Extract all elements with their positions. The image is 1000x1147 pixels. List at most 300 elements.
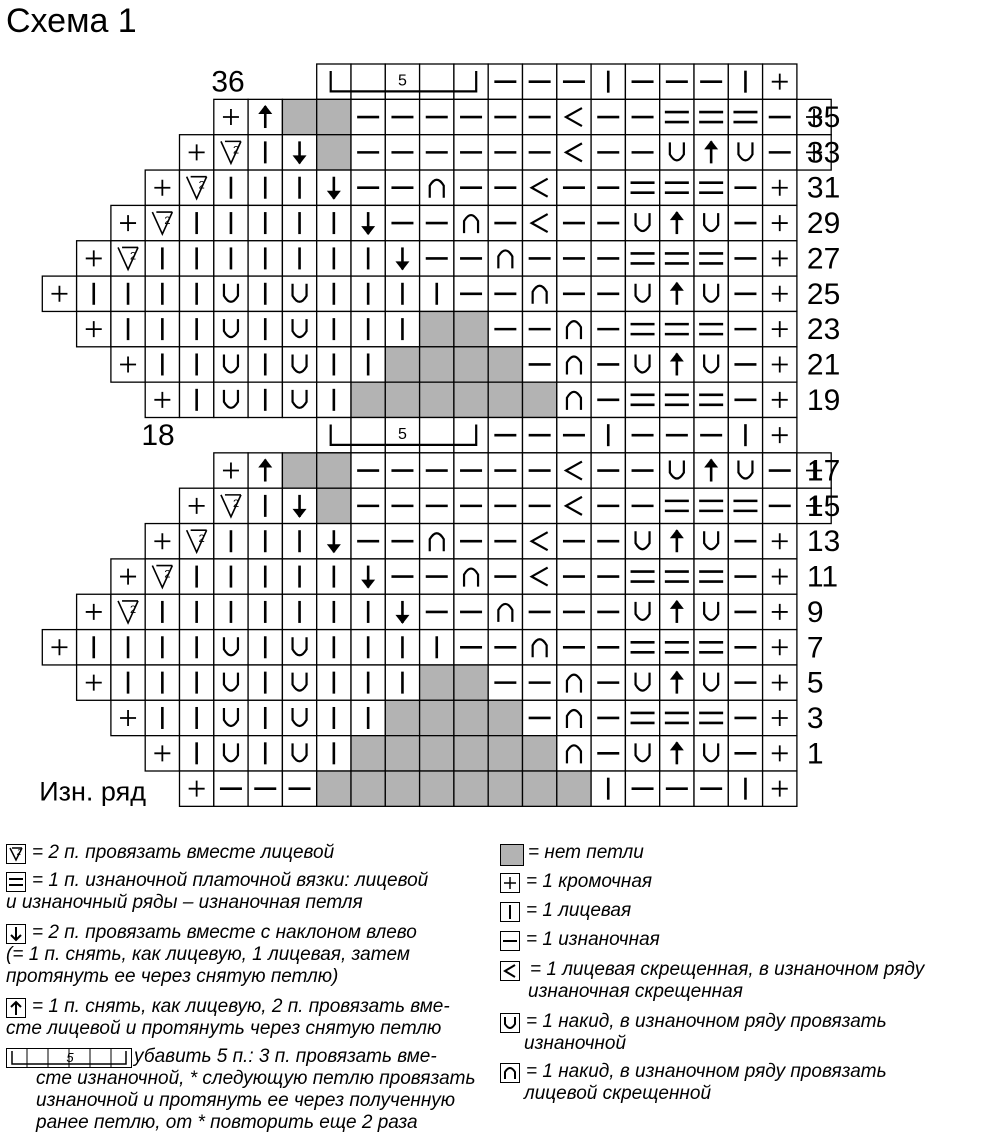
purl-cell — [523, 418, 557, 453]
purl-cell — [523, 311, 557, 346]
knit-cell — [420, 630, 454, 665]
no-stitch-cell — [385, 771, 419, 806]
purl-cell — [591, 241, 625, 276]
knit-cell — [180, 559, 214, 594]
purl-cell — [694, 64, 728, 99]
purl-cell — [660, 64, 694, 99]
no-stitch-cell — [454, 311, 488, 346]
plus-cell — [763, 205, 797, 240]
row-number: 19 — [806, 383, 841, 417]
knit-cell — [180, 241, 214, 276]
decrease-5-cell — [454, 418, 488, 453]
garter-cell — [660, 241, 694, 276]
no-stitch-cell — [317, 453, 351, 488]
purl-cell — [591, 276, 625, 311]
purl-cell — [591, 135, 625, 170]
plus-cell — [763, 559, 797, 594]
yarn-over-cell — [694, 665, 728, 700]
purl-cell — [763, 135, 797, 170]
garter-cell — [625, 170, 659, 205]
purl-cell — [557, 64, 591, 99]
ssk-icon — [6, 924, 26, 944]
purl-cell — [454, 170, 488, 205]
plus-cell — [111, 700, 145, 735]
garter-cell — [625, 311, 659, 346]
no-stitch-cell — [454, 736, 488, 771]
knit-cell — [248, 241, 282, 276]
yarn-over-cell — [214, 382, 248, 417]
row-number: 21 — [806, 348, 841, 382]
purl-cell — [728, 241, 762, 276]
k2tog-icon — [6, 844, 26, 864]
ssk-cell — [317, 170, 351, 205]
knit-cell — [145, 594, 179, 629]
yarn-over-cell — [728, 135, 762, 170]
svg-text:2: 2 — [198, 179, 205, 192]
no-stitch-cell — [488, 771, 522, 806]
purl-cell — [591, 524, 625, 559]
k2tog-cell — [145, 559, 179, 594]
purl-cell — [385, 205, 419, 240]
cross-knit-cell — [523, 559, 557, 594]
purl-cell — [523, 347, 557, 382]
purl-cell — [660, 418, 694, 453]
purl-cell — [728, 524, 762, 559]
garter-icon — [6, 872, 26, 892]
knit-cell — [248, 382, 282, 417]
row-number: 35 — [806, 101, 841, 135]
yarn-over-cell — [282, 665, 316, 700]
yarn-over-cell — [282, 347, 316, 382]
row-number: 33 — [806, 136, 841, 170]
knit-cell — [591, 64, 625, 99]
garter-cell — [625, 241, 659, 276]
purl-cell — [523, 488, 557, 523]
purl-cell — [420, 453, 454, 488]
no-stitch-cell — [523, 736, 557, 771]
knit-cell — [180, 594, 214, 629]
plus-cell — [763, 736, 797, 771]
purl-cell — [557, 276, 591, 311]
knit-cell — [248, 665, 282, 700]
no-stitch-cell — [317, 135, 351, 170]
svg-text:2: 2 — [198, 533, 205, 546]
knit-cell — [180, 311, 214, 346]
purl-cell — [660, 771, 694, 806]
yarn-over-cell — [694, 347, 728, 382]
knit-cell — [317, 311, 351, 346]
no-stitch-cell — [317, 771, 351, 806]
purl-cell — [557, 559, 591, 594]
decrease-5-cell — [351, 64, 385, 99]
decrease-5-label: 5 — [397, 72, 407, 90]
row-number: 3 — [806, 701, 824, 735]
yarn-over-cell — [625, 276, 659, 311]
purl-cell — [523, 453, 557, 488]
cross-knit-cell — [557, 453, 591, 488]
purl-cell — [728, 736, 762, 771]
garter-cell — [694, 700, 728, 735]
yarn-over-cell — [625, 736, 659, 771]
plus-cell — [77, 241, 111, 276]
garter-cell — [694, 382, 728, 417]
k2tog-cell — [214, 135, 248, 170]
garter-cell — [694, 559, 728, 594]
purl-cell — [488, 311, 522, 346]
no-stitch-cell — [420, 347, 454, 382]
purl-cell — [488, 418, 522, 453]
purl-cell — [454, 99, 488, 134]
purl-cell — [488, 488, 522, 523]
garter-cell — [660, 488, 694, 523]
ssk-cell — [385, 241, 419, 276]
no-stitch-cell — [488, 347, 522, 382]
knit-cell — [317, 241, 351, 276]
knit-cell — [180, 276, 214, 311]
svg-text:2: 2 — [130, 250, 137, 263]
purl-cell — [454, 241, 488, 276]
cross-knit-cell — [523, 524, 557, 559]
purl-cell — [488, 135, 522, 170]
purl-cell — [728, 276, 762, 311]
cdd-cell — [660, 665, 694, 700]
knit-cell — [214, 524, 248, 559]
no-stitch-cell — [351, 771, 385, 806]
cross-knit-cell — [557, 135, 591, 170]
no-stitch-cell — [420, 382, 454, 417]
no-stitch-cell — [420, 311, 454, 346]
plus-icon — [500, 873, 520, 893]
purl-cell — [728, 665, 762, 700]
decrease-5-cell — [420, 418, 454, 453]
knit-cell — [180, 630, 214, 665]
plus-cell — [763, 524, 797, 559]
cdd-cell — [694, 453, 728, 488]
knit-cell — [145, 311, 179, 346]
ssk-cell — [282, 135, 316, 170]
purl-cell — [214, 771, 248, 806]
purl-cell — [591, 736, 625, 771]
purl-cell — [454, 453, 488, 488]
yarn-over-cell — [282, 311, 316, 346]
ssk-cell — [351, 559, 385, 594]
purl-cell — [625, 453, 659, 488]
purl-cell — [454, 594, 488, 629]
yarn-over-cell — [214, 665, 248, 700]
purl-cell — [488, 205, 522, 240]
knit-cell — [248, 736, 282, 771]
knit-cell — [77, 630, 111, 665]
plus-cell — [763, 241, 797, 276]
purl-cell — [523, 665, 557, 700]
purl-cell — [728, 559, 762, 594]
purl-cell — [694, 771, 728, 806]
purl-cell — [523, 99, 557, 134]
purl-cell — [385, 170, 419, 205]
yarn-over-crossed-cell — [557, 736, 591, 771]
purl-cell — [625, 64, 659, 99]
knit-cell — [317, 736, 351, 771]
purl-cell — [488, 170, 522, 205]
k2tog-cell — [180, 170, 214, 205]
purl-cell — [454, 630, 488, 665]
knit-cell — [180, 205, 214, 240]
legend-ssk: = 2 п. провязать вместе с наклоном влево (= 1 п. снять, как лицевую, 1 лицевая, затем протянуть ее через снятую петлю) — [6, 922, 417, 987]
row-number: 13 — [806, 525, 841, 559]
yarn-over-cell — [214, 736, 248, 771]
purl-cell — [248, 771, 282, 806]
purl-cell — [523, 64, 557, 99]
plus-cell — [763, 276, 797, 311]
row-number: 15 — [806, 489, 841, 523]
yarn-over-cell — [625, 665, 659, 700]
knit-cell — [214, 205, 248, 240]
purl-cell — [557, 630, 591, 665]
knit-cell — [728, 771, 762, 806]
purl-cell — [625, 418, 659, 453]
no-stitch-cell — [420, 700, 454, 735]
cdd-cell — [694, 135, 728, 170]
purl-cell — [591, 170, 625, 205]
svg-text:2: 2 — [130, 603, 137, 616]
knit-cell — [351, 665, 385, 700]
knit-cell — [385, 630, 419, 665]
knit-cell — [145, 241, 179, 276]
cdd-cell — [660, 594, 694, 629]
purl-cell — [557, 170, 591, 205]
cdd-cell — [660, 736, 694, 771]
cdd-cell — [660, 524, 694, 559]
garter-cell — [694, 488, 728, 523]
garter-cell — [660, 630, 694, 665]
knit-cell — [317, 665, 351, 700]
plus-cell — [180, 771, 214, 806]
plus-cell — [763, 594, 797, 629]
purl-cell — [591, 630, 625, 665]
yarn-over-cell — [660, 453, 694, 488]
legend-dec3: = 1 п. снять, как лицевую, 2 п. провязать вме- сте лицевой и протянуть через снятую петлю — [6, 996, 450, 1039]
yarn-over-cell — [282, 736, 316, 771]
purl-cell — [488, 665, 522, 700]
plus-cell — [763, 700, 797, 735]
cross-knit-cell — [557, 488, 591, 523]
plus-cell — [763, 64, 797, 99]
cdd-cell — [248, 453, 282, 488]
plus-cell — [763, 418, 797, 453]
knit-cell — [111, 630, 145, 665]
svg-text:2: 2 — [164, 215, 171, 228]
no-stitch-cell — [351, 736, 385, 771]
no-stitch-cell — [488, 736, 522, 771]
row-number: 17 — [806, 454, 841, 488]
decrease-5-cell — [317, 64, 351, 99]
knit-cell — [282, 524, 316, 559]
wrong-side-row-label: Изн. ряд — [39, 776, 146, 807]
knit-cell — [214, 559, 248, 594]
cdd-cell — [660, 347, 694, 382]
yarn-over-crossed-cell — [557, 665, 591, 700]
yarn-over-cell — [694, 276, 728, 311]
knit-cell — [248, 347, 282, 382]
no-stitch-cell — [317, 99, 351, 134]
row-number: 1 — [806, 737, 824, 771]
purl-cell — [591, 205, 625, 240]
purl-cell — [351, 488, 385, 523]
cdd-cell — [248, 99, 282, 134]
row-number: 31 — [806, 171, 841, 205]
purl-cell — [351, 99, 385, 134]
purl-cell — [728, 630, 762, 665]
cross-knit-cell — [557, 99, 591, 134]
purl-cell — [625, 488, 659, 523]
no-stitch-cell — [282, 453, 316, 488]
purl-cell — [523, 135, 557, 170]
legend-edge: = 1 кромочная — [500, 871, 652, 893]
knit-cell — [385, 665, 419, 700]
plus-cell — [763, 771, 797, 806]
purl-cell — [557, 418, 591, 453]
yarn-over-icon — [500, 1013, 520, 1033]
yarn-over-crossed-cell — [454, 205, 488, 240]
no-stitch-cell — [523, 771, 557, 806]
purl-cell — [282, 771, 316, 806]
purl-cell — [488, 559, 522, 594]
row-number: 11 — [806, 560, 839, 594]
knit-cell — [180, 347, 214, 382]
purl-cell — [728, 382, 762, 417]
row-number-36: 36 — [211, 65, 245, 99]
purl-cell — [694, 418, 728, 453]
ssk-cell — [351, 205, 385, 240]
purl-cell — [557, 205, 591, 240]
no-stitch-cell — [454, 700, 488, 735]
purl-cell — [557, 241, 591, 276]
knit-cell — [591, 771, 625, 806]
no-stitch-cell — [454, 382, 488, 417]
row-number: 9 — [806, 595, 824, 629]
plus-cell — [763, 311, 797, 346]
purl-cell — [591, 559, 625, 594]
cdd-cell — [660, 205, 694, 240]
knit-cell — [145, 347, 179, 382]
knit-cell — [317, 205, 351, 240]
yarn-over-crossed-icon — [500, 1063, 520, 1083]
no-stitch-cell — [420, 665, 454, 700]
plus-cell — [111, 559, 145, 594]
knit-cell — [385, 311, 419, 346]
purl-cell — [488, 64, 522, 99]
knit-cell — [385, 276, 419, 311]
yarn-over-cell — [625, 205, 659, 240]
purl-cell — [763, 453, 797, 488]
plus-cell — [42, 630, 76, 665]
legend-cross: = 1 лицевая скрещенная, в изнаночном ряду изнаночная скрещенная — [500, 959, 924, 1003]
knit-cell — [248, 170, 282, 205]
purl-cell — [728, 170, 762, 205]
no-stitch-cell — [385, 347, 419, 382]
row-number: 27 — [806, 242, 841, 276]
row-number: 29 — [806, 207, 841, 241]
yarn-over-cell — [694, 524, 728, 559]
plus-cell — [42, 276, 76, 311]
purl-cell — [488, 99, 522, 134]
svg-text:2: 2 — [164, 568, 171, 581]
yarn-over-crossed-cell — [557, 700, 591, 735]
knit-cell — [282, 170, 316, 205]
k2tog-cell — [214, 488, 248, 523]
no-stitch-icon — [500, 844, 524, 866]
purl-cell — [591, 665, 625, 700]
purl-cell — [454, 524, 488, 559]
yarn-over-crossed-cell — [557, 382, 591, 417]
ssk-cell — [282, 488, 316, 523]
purl-cell — [763, 488, 797, 523]
cross-knit-cell — [523, 170, 557, 205]
knit-cell — [317, 276, 351, 311]
row-number: 5 — [806, 666, 824, 700]
no-stitch-cell — [317, 488, 351, 523]
yarn-over-cell — [625, 524, 659, 559]
knit-cell — [351, 700, 385, 735]
plus-cell — [763, 382, 797, 417]
knit-cell — [248, 594, 282, 629]
knit-cell — [317, 559, 351, 594]
purl-cell — [454, 488, 488, 523]
knit-cell — [317, 594, 351, 629]
purl-icon — [500, 931, 520, 951]
legend-yo-crossed: = 1 накид, в изнаночном ряду провязать лицевой скрещенной — [500, 1061, 887, 1105]
knit-cell — [351, 594, 385, 629]
plus-cell — [180, 135, 214, 170]
cross-knit-cell — [523, 205, 557, 240]
purl-cell — [591, 594, 625, 629]
knit-cell — [214, 241, 248, 276]
purl-cell — [488, 276, 522, 311]
k2tog-cell — [111, 594, 145, 629]
legend-yo: = 1 накид, в изнаночном ряду провязать изнаночной — [500, 1011, 887, 1055]
garter-cell — [694, 170, 728, 205]
purl-cell — [557, 524, 591, 559]
no-stitch-cell — [488, 700, 522, 735]
purl-cell — [488, 630, 522, 665]
purl-cell — [591, 488, 625, 523]
garter-cell — [694, 241, 728, 276]
yarn-over-cell — [282, 630, 316, 665]
k2tog-cell — [145, 205, 179, 240]
row-number: 25 — [806, 277, 841, 311]
no-stitch-cell — [420, 771, 454, 806]
svg-text:2: 2 — [17, 848, 22, 857]
garter-cell — [728, 488, 762, 523]
yarn-over-cell — [214, 276, 248, 311]
garter-cell — [625, 559, 659, 594]
plus-cell — [145, 524, 179, 559]
knit-cell — [248, 559, 282, 594]
yarn-over-cell — [694, 594, 728, 629]
no-stitch-cell — [385, 736, 419, 771]
knit-cell — [145, 665, 179, 700]
garter-cell — [694, 99, 728, 134]
svg-text:2: 2 — [232, 497, 240, 510]
purl-cell — [351, 135, 385, 170]
knit-cell — [282, 205, 316, 240]
row-number: 7 — [806, 631, 824, 665]
knit-cell — [214, 594, 248, 629]
knit-cell — [728, 64, 762, 99]
knit-cell — [591, 418, 625, 453]
no-stitch-cell — [523, 382, 557, 417]
plus-cell — [180, 488, 214, 523]
